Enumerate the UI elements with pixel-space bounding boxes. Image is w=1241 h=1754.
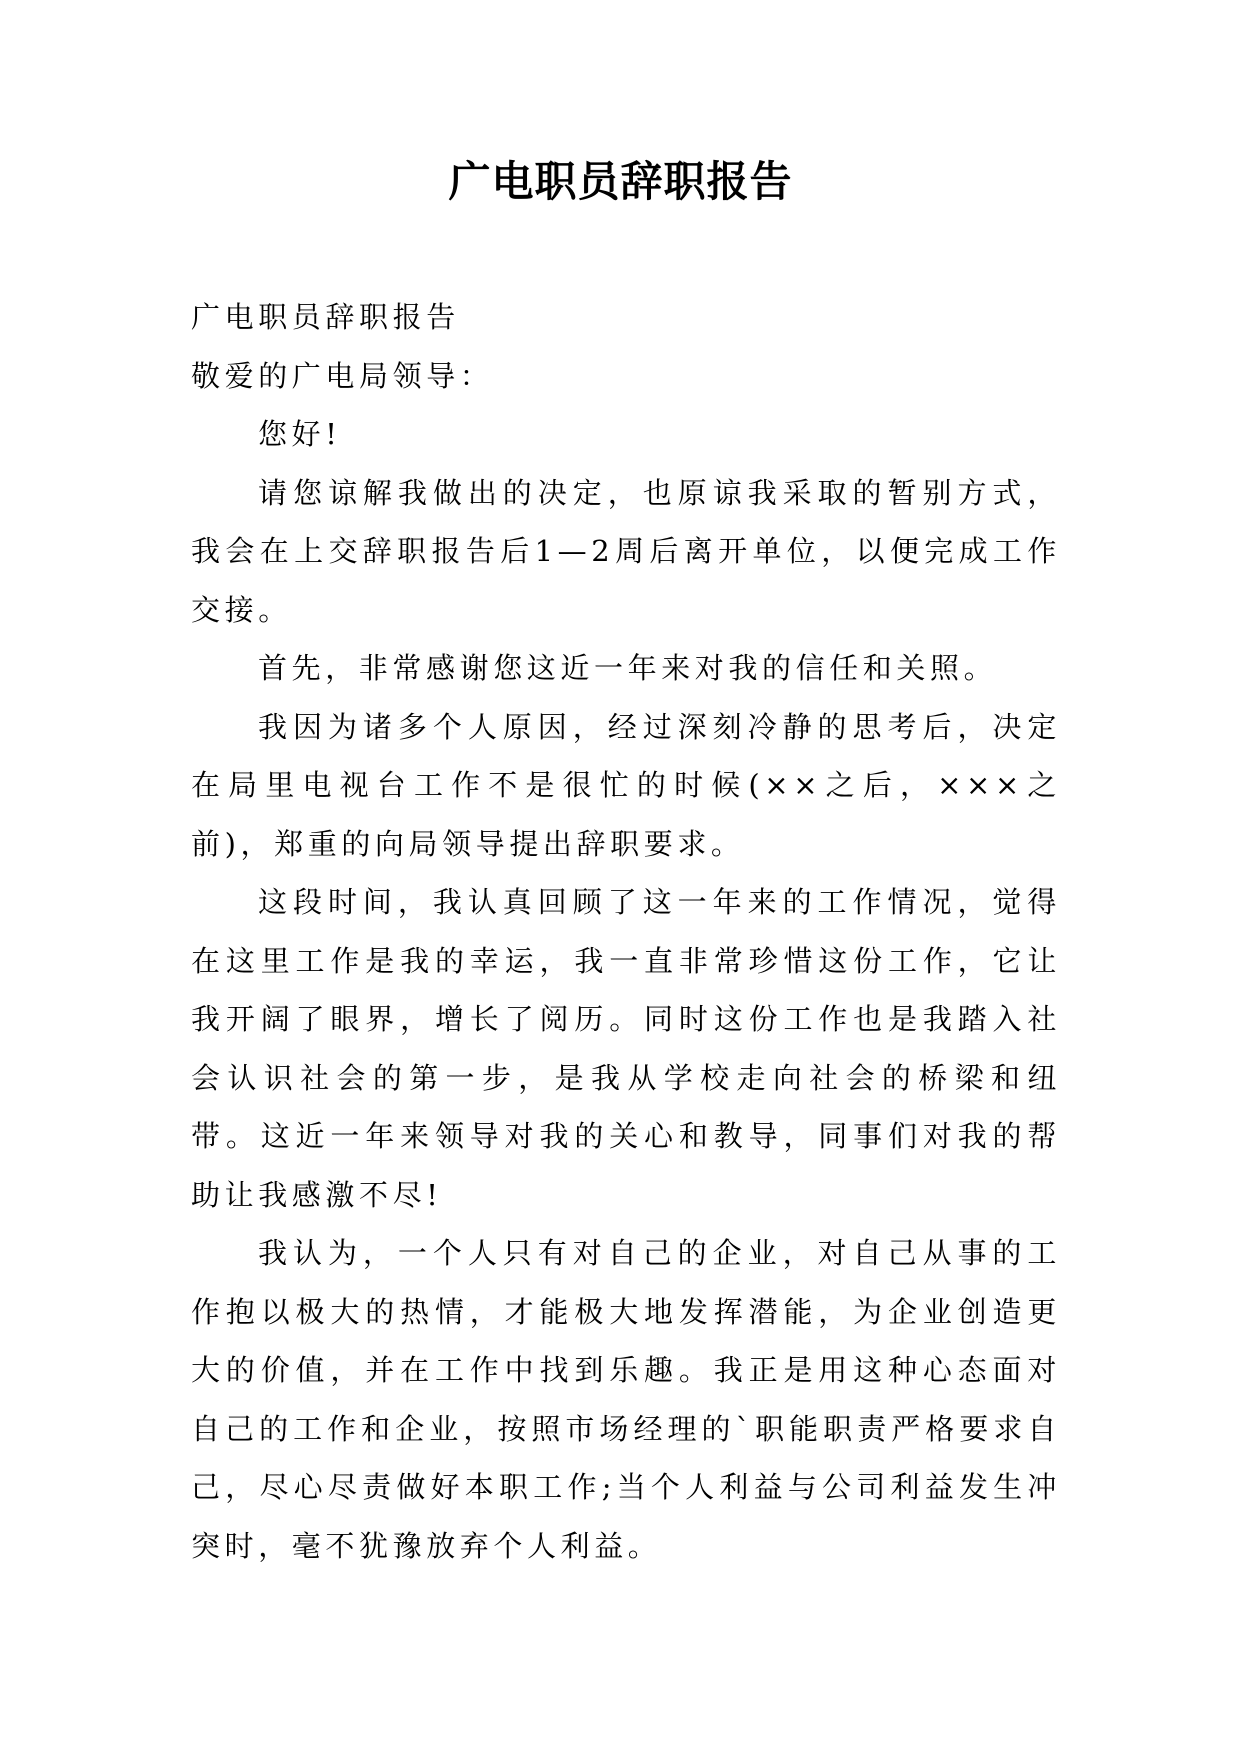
greeting: 您好! bbox=[258, 417, 342, 451]
document-title: 广电职员辞职报告 bbox=[448, 157, 793, 206]
paragraph-understanding: 请您谅解我做出的决定，也原谅我采取的暂别方式，我会在上交辞职报告后1—2周后离开单位，以便完成工作交接。 bbox=[191, 475, 1061, 627]
paragraph-thanks: 首先，非常感谢您这近一年来对我的信任和关照。 bbox=[258, 651, 998, 685]
document-body bbox=[191, 288, 1061, 1575]
paragraph-resignation-reason: 我因为诸多个人原因，经过深刻冷静的思考后，决定在局里电视台工作不是很忙的时候(××之后，×××之前)，郑重的向局领导提出辞职要求。 bbox=[191, 709, 1061, 861]
document-subtitle: 广电职员辞职报告 bbox=[191, 300, 460, 334]
paragraph-review: 这段时间，我认真回顾了这一年来的工作情况，觉得在这里工作是我的幸运，我一直非常珍惜这份工作，它让我开阔了眼界，增长了阅历。同时这份工作也是我踏入社会认识社会的第一步，是我从学校走向社会的桥梁和纽带。这近一年来领导对我的关心和教导，同事们对我的帮助让我感激不尽! bbox=[191, 885, 1061, 1212]
salutation: 敬爱的广电局领导： bbox=[191, 358, 494, 393]
paragraph-attitude: 我认为，一个人只有对自己的企业，对自己从事的工作抱以极大的热情，才能极大地发挥潜能，为企业创造更大的价值，并在工作中找到乐趣。我正是用这种心态面对自己的工作和企业，按照市场经理的`职能职责严格要求自己，尽心尽责做好本职工作;当个人利益与公司利益发生冲突时，毫不犹豫放弃个人利益。 bbox=[191, 1236, 1061, 1563]
